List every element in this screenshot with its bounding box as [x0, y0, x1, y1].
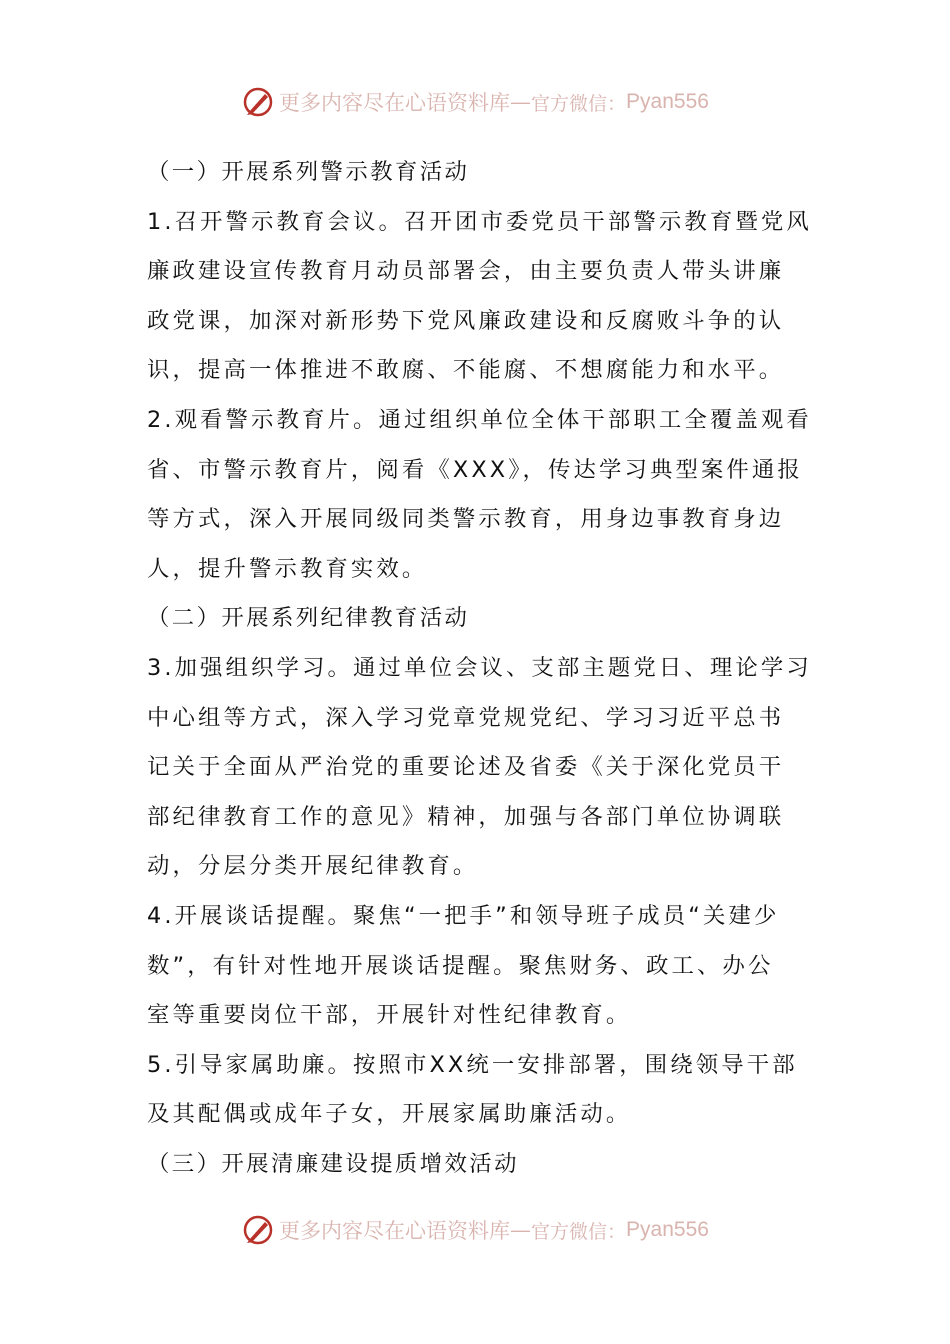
paragraph-line: 廉政建设宣传教育月动员部署会，由主要负责人带头讲廉: [147, 258, 785, 285]
paragraph-line: 政党课，加深对新形势下党风廉政建设和反腐败斗争的认: [147, 307, 785, 334]
paragraph-line: 及其配偶或成年子女，开展家属助廉活动。: [147, 1101, 632, 1128]
paragraph-line: 数”，有针对性地开展谈话提醒。聚焦财务、政工、办公: [147, 952, 774, 979]
paragraph-line: 省、市警示教育片，阅看《XXX》，传达学习典型案件通报: [147, 456, 803, 483]
section-heading: （三）开展清廉建设提质增效活动: [147, 1150, 519, 1177]
paragraph-line: 动，分层分类开展纪律教育。: [147, 853, 479, 880]
watermark-separator: —: [510, 90, 532, 114]
pen-logo-icon: [241, 1213, 275, 1247]
document-body: [147, 148, 812, 1189]
watermark-title: 更多内容尽在心语资料库: [279, 91, 511, 115]
section-heading: （二）开展系列纪律教育活动: [147, 605, 470, 632]
paragraph-line: 3.加强组织学习。通过单位会议、支部主题党日、理论学习: [147, 654, 812, 681]
paragraph-line: 记关于全面从严治党的重要论述及省委《关于深化党员干: [147, 754, 785, 781]
paragraph-line: 人，提升警示教育实效。: [147, 555, 428, 582]
pen-logo-icon: [241, 85, 275, 119]
paragraph-line: 识，提高一体推进不敢腐、不能腐、不想腐能力和水平。: [147, 357, 785, 384]
watermark-wechat-label: 官方微信：: [531, 92, 627, 115]
watermark-wechat-id: Pyan556: [626, 90, 709, 113]
paragraph-line: 1.召开警示教育会议。召开团市委党员干部警示教育暨党风: [147, 208, 812, 235]
watermark-separator: —: [510, 1218, 532, 1242]
watermark-footer: [0, 1210, 950, 1250]
paragraph-line: 部纪律教育工作的意见》精神，加强与各部门单位协调联: [147, 803, 785, 830]
paragraph-line: 中心组等方式，深入学习党章党规党纪、学习习近平总书: [147, 704, 785, 731]
section-heading: （一）开展系列警示教育活动: [147, 159, 470, 185]
watermark-header: [0, 82, 950, 122]
paragraph-line: 室等重要岗位干部，开展针对性纪律教育。: [147, 1002, 632, 1029]
watermark-wechat-id: Pyan556: [626, 1218, 709, 1241]
watermark-wechat-label: 官方微信：: [531, 1220, 627, 1243]
paragraph-line: 2.观看警示教育片。通过组织单位全体干部职工全覆盖观看: [147, 406, 812, 433]
paragraph-line: 5.引导家属助廉。按照市XX统一安排部署，围绕领导干部: [147, 1051, 798, 1078]
paragraph-line: 等方式，深入开展同级同类警示教育，用身边事教育身边: [147, 506, 785, 533]
watermark-title: 更多内容尽在心语资料库: [279, 1219, 511, 1243]
paragraph-line: 4.开展谈话提醒。聚焦“一把手”和领导班子成员“关建少: [147, 902, 780, 929]
